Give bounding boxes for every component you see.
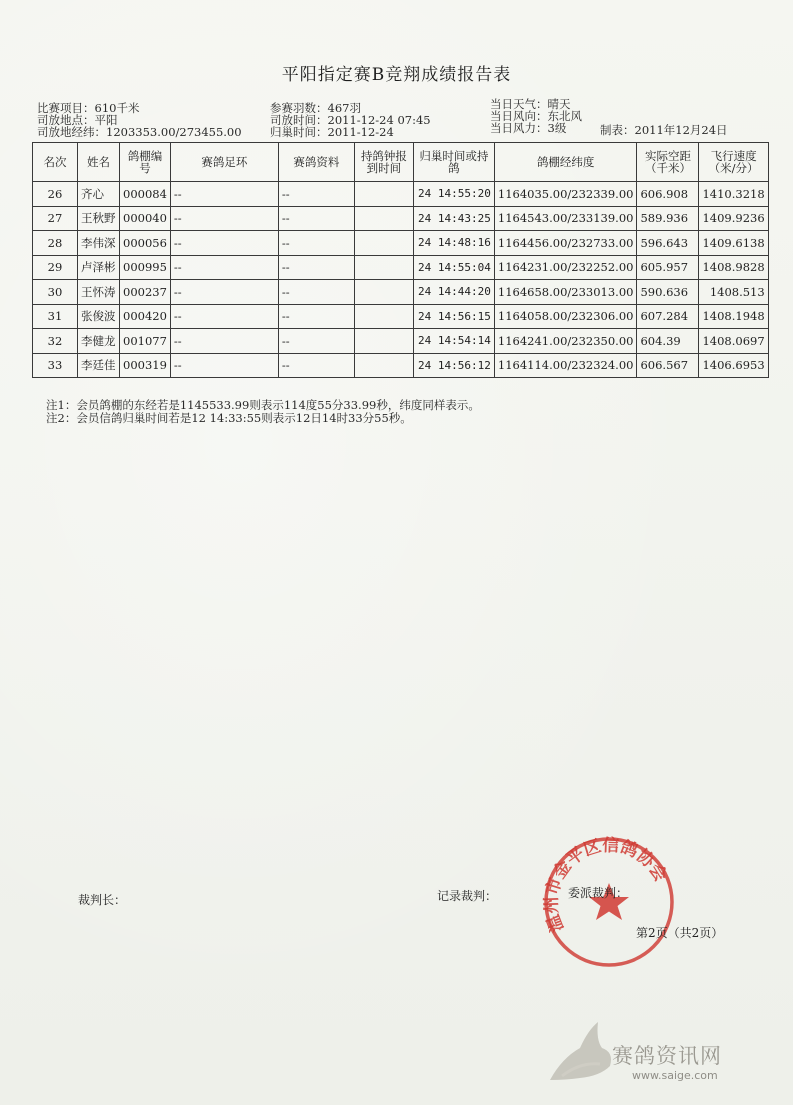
cell-rank: 29 — [33, 255, 78, 280]
meta-middle — [270, 102, 431, 138]
table-row — [33, 329, 769, 354]
cell-name: 李伟深 — [78, 231, 120, 256]
cell-name: 王怀涛 — [78, 280, 120, 305]
cell-arrival: 24 14:48:16 — [413, 231, 494, 256]
cell-arrival: 24 14:43:25 — [413, 206, 494, 231]
cell-loft: 001077 — [120, 329, 171, 354]
table-header — [33, 143, 769, 182]
cell-info: -- — [278, 304, 354, 329]
meta-left — [37, 102, 242, 138]
cell-coords: 1164241.00/232350.00 — [494, 329, 637, 354]
cell-name: 李廷佳 — [78, 353, 120, 378]
cell-ring: -- — [170, 353, 278, 378]
column-header: 实际空距（千米） — [637, 143, 699, 182]
results-table — [32, 142, 769, 378]
table-row — [33, 280, 769, 305]
chief-judge-label: 裁判长： — [78, 893, 127, 907]
release-time: 司放时间：2011-12-24 07:45 — [270, 113, 431, 127]
cell-arrival: 24 14:56:15 — [413, 304, 494, 329]
cell-coords: 1164543.00/233139.00 — [494, 206, 637, 231]
column-header: 飞行速度（米/分） — [699, 143, 768, 182]
page-number: 第2页（共2页） — [636, 926, 724, 940]
cell-info: -- — [278, 182, 354, 207]
cell-ring: -- — [170, 280, 278, 305]
cell-coords: 1164114.00/232324.00 — [494, 353, 637, 378]
notes — [46, 399, 480, 425]
official-seal — [540, 833, 678, 971]
cell-loft: 000237 — [120, 280, 171, 305]
cell-loft: 000084 — [120, 182, 171, 207]
cell-rank: 33 — [33, 353, 78, 378]
cell-name: 李健龙 — [78, 329, 120, 354]
table-row — [33, 255, 769, 280]
table-row — [33, 206, 769, 231]
cell-clock — [354, 304, 413, 329]
cell-arrival: 24 14:44:20 — [413, 280, 494, 305]
cell-distance: 590.636 — [637, 280, 699, 305]
wind-direction: 当日风向：东北风 — [490, 109, 582, 123]
column-header: 归巢时间或持鸽 — [413, 143, 494, 182]
cell-speed: 1410.3218 — [699, 182, 768, 207]
cell-rank: 31 — [33, 304, 78, 329]
release-coords: 司放地经纬：1203353.00/273455.00 — [37, 125, 242, 139]
cell-clock — [354, 231, 413, 256]
cell-distance: 605.957 — [637, 255, 699, 280]
seal-text: 温州市金平区信鸽协会 — [541, 835, 671, 935]
release-place: 司放地点：平阳 — [37, 113, 118, 127]
cell-rank: 27 — [33, 206, 78, 231]
entries: 参赛羽数：467羽 — [270, 101, 361, 115]
cell-ring: -- — [170, 329, 278, 354]
page-title: 平阳指定赛B竞翔成绩报告表 — [281, 65, 512, 85]
cell-coords: 1164035.00/232339.00 — [494, 182, 637, 207]
cell-rank: 30 — [33, 280, 78, 305]
note-1: 注1：会员鸽棚的东经若是1145533.99则表示114度55分33.99秒，纬度同样表示。 — [46, 398, 480, 412]
cell-ring: -- — [170, 182, 278, 207]
cell-arrival: 24 14:54:14 — [413, 329, 494, 354]
cell-distance: 604.39 — [637, 329, 699, 354]
weather: 当日天气：晴天 — [490, 97, 571, 111]
cell-loft: 000056 — [120, 231, 171, 256]
header-row — [33, 143, 769, 182]
cell-ring: -- — [170, 206, 278, 231]
cell-speed: 1408.0697 — [699, 329, 768, 354]
cell-info: -- — [278, 206, 354, 231]
table-row — [33, 353, 769, 378]
cell-speed: 1408.513 — [699, 280, 768, 305]
cell-distance: 606.567 — [637, 353, 699, 378]
cell-clock — [354, 329, 413, 354]
cell-info: -- — [278, 353, 354, 378]
column-header: 名次 — [33, 143, 78, 182]
cell-distance: 589.936 — [637, 206, 699, 231]
table-row — [33, 182, 769, 207]
table-body — [33, 182, 769, 378]
cell-coords: 1164058.00/232306.00 — [494, 304, 637, 329]
cell-loft: 000995 — [120, 255, 171, 280]
cell-coords: 1164658.00/233013.00 — [494, 280, 637, 305]
cell-name: 齐心 — [78, 182, 120, 207]
cell-speed: 1408.1948 — [699, 304, 768, 329]
made-on-date: 制表：2011年12月24日 — [600, 123, 728, 137]
cell-coords: 1164456.00/232733.00 — [494, 231, 637, 256]
cell-speed: 1408.9828 — [699, 255, 768, 280]
note-2: 注2：会员信鸽归巢时间若是12 14:33:55则表示12日14时33分55秒。 — [46, 411, 412, 425]
table-row — [33, 304, 769, 329]
assigned-judge-label: 委派裁判： — [568, 886, 629, 900]
cell-ring: -- — [170, 255, 278, 280]
cell-distance: 596.643 — [637, 231, 699, 256]
record-judge-label: 记录裁判： — [437, 889, 498, 903]
cell-clock — [354, 206, 413, 231]
cell-clock — [354, 353, 413, 378]
cell-ring: -- — [170, 304, 278, 329]
cell-distance: 607.284 — [637, 304, 699, 329]
wind-force: 当日风力：3级 — [490, 121, 567, 135]
cell-speed: 1406.6953 — [699, 353, 768, 378]
cell-arrival: 24 14:55:04 — [413, 255, 494, 280]
cell-name: 张俊波 — [78, 304, 120, 329]
cell-clock — [354, 280, 413, 305]
cell-loft: 000319 — [120, 353, 171, 378]
column-header: 鸽棚经纬度 — [494, 143, 637, 182]
watermark-text: 赛鸽资讯网 — [612, 1044, 722, 1068]
table-row — [33, 231, 769, 256]
cell-ring: -- — [170, 231, 278, 256]
cell-distance: 606.908 — [637, 182, 699, 207]
column-header: 赛鸽足环 — [170, 143, 278, 182]
cell-info: -- — [278, 255, 354, 280]
column-header: 持鸽钟报到时间 — [354, 143, 413, 182]
cell-rank: 32 — [33, 329, 78, 354]
cell-arrival: 24 14:56:12 — [413, 353, 494, 378]
cell-name: 王秋野 — [78, 206, 120, 231]
watermark-url: www.saige.com — [632, 1069, 718, 1082]
column-header: 赛鸽资料 — [278, 143, 354, 182]
race-item: 比赛项目：610千米 — [37, 101, 140, 115]
column-header: 姓名 — [78, 143, 120, 182]
cell-coords: 1164231.00/232252.00 — [494, 255, 637, 280]
cell-clock — [354, 182, 413, 207]
cell-arrival: 24 14:55:20 — [413, 182, 494, 207]
cell-speed: 1409.6138 — [699, 231, 768, 256]
cell-info: -- — [278, 280, 354, 305]
cell-rank: 26 — [33, 182, 78, 207]
cell-info: -- — [278, 329, 354, 354]
cell-name: 卢泽彬 — [78, 255, 120, 280]
meta-right — [490, 98, 582, 134]
column-header: 鸽棚编号 — [120, 143, 171, 182]
cell-info: -- — [278, 231, 354, 256]
cell-loft: 000040 — [120, 206, 171, 231]
return-time: 归巢时间：2011-12-24 — [270, 125, 394, 139]
cell-rank: 28 — [33, 231, 78, 256]
cell-speed: 1409.9236 — [699, 206, 768, 231]
cell-loft: 000420 — [120, 304, 171, 329]
cell-clock — [354, 255, 413, 280]
